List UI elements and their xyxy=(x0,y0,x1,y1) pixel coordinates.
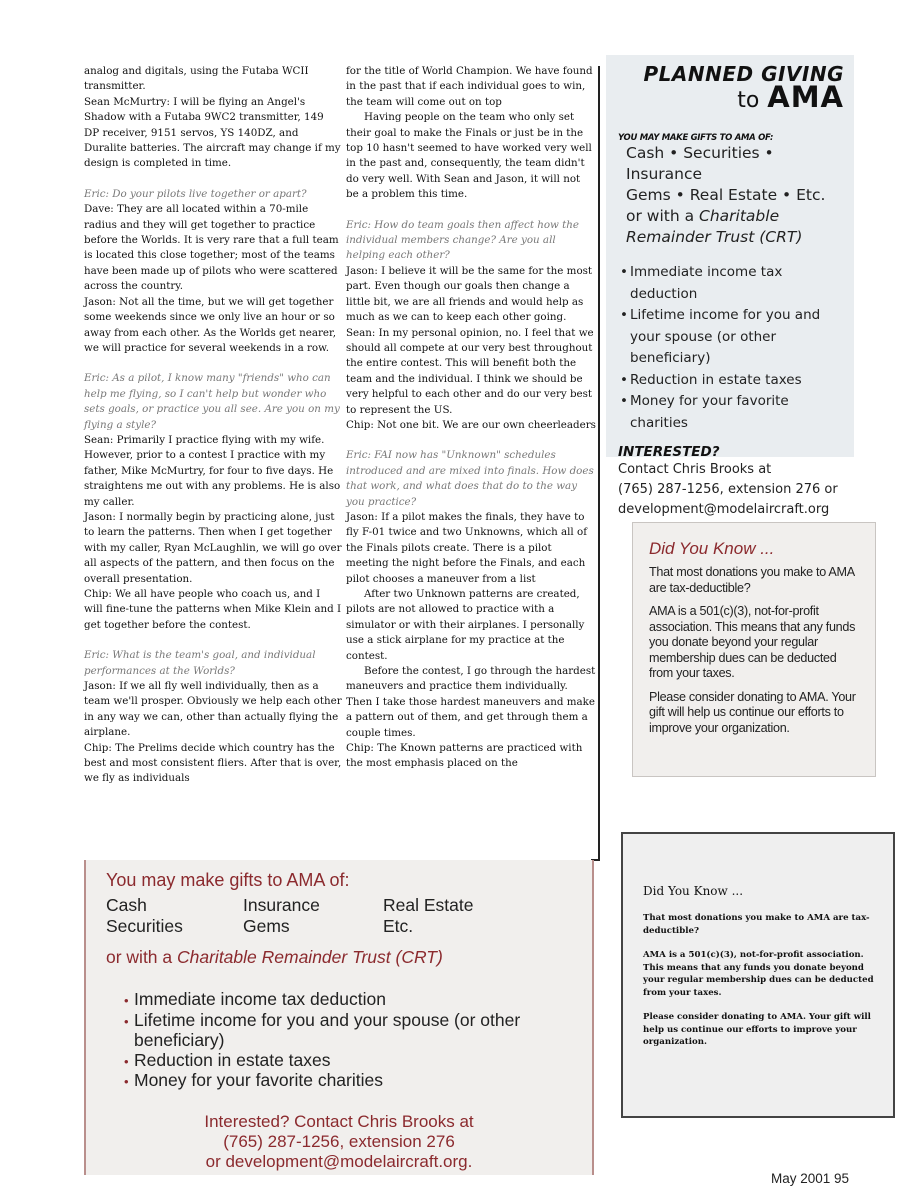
article-column-1 xyxy=(84,64,342,787)
crt-line-2 xyxy=(618,227,844,248)
contact-line: Contact Chris Brooks at xyxy=(618,462,772,477)
title-to: to xyxy=(737,88,760,113)
crt-line xyxy=(106,947,592,968)
gifts-box xyxy=(84,860,594,1175)
paragraph-gap xyxy=(346,203,596,218)
interested-heading: INTERESTED? xyxy=(618,444,720,460)
did-you-know-paragraph: AMA is a 501(c)(3), not-for-profit association. This means that any funds you donate beyond your regular membership dues can be deducted from your taxes. xyxy=(643,950,874,998)
article-paragraph: Jason: I believe it will be the same for the most part. Even though our goals then change a little bit, we are all friends and would help as much as we can to keep each other going. xyxy=(346,264,593,324)
did-you-know-paragraph: Please consider donating to AMA. Your gift will help us continue our efforts to improve your organization. xyxy=(649,689,856,735)
crt-italic: Charitable Remainder Trust (CRT) xyxy=(177,947,443,967)
article-paragraph: Sean: Primarily I practice flying with my wife. However, prior to a contest I practice with my father, Mike McMurtry, for four to five days. He straightens me out with any problems. He is also my caller. xyxy=(84,433,341,508)
benefit-item: • Money for your favorite charities xyxy=(124,1071,554,1092)
planned-giving-subheading: YOU MAY MAKE GIFTS TO AMA OF: xyxy=(618,133,774,143)
article-paragraph: Jason: Not all the time, but we will get together some weekends since we only live an hour or so away from each other. As the Worlds get nearer, we will practice for several weekends in a row. xyxy=(84,295,337,354)
planned-giving-title-ama xyxy=(618,80,844,114)
planned-giving-box xyxy=(606,55,854,517)
article-paragraph: Jason: I normally begin by practicing alone, just to learn the patterns. Then when I get together with my caller, Ryan McLaughlin, we will go over all aspects of the pattern, and then focus on the overall presentation. xyxy=(84,510,342,585)
gift-types-grid xyxy=(106,895,592,937)
benefit-item: • Immediate income tax deduction xyxy=(124,990,554,1011)
title-ama: AMA xyxy=(767,80,844,114)
interview-question: Eric: Do your pilots live together or apart? xyxy=(84,187,307,200)
planned-giving-benefits xyxy=(618,262,844,434)
crt-line-1 xyxy=(618,206,844,227)
article-paragraph: After two Unknown patterns are created, pilots are not allowed to practice with a simulator or with their airplanes. I personally use a stick airplane for my practice at the contest. xyxy=(346,588,585,662)
interview-question: Eric: FAI now has "Unknown" schedules introduced and are mixed into finals. How does that work, and what does that do to the way you practice? xyxy=(346,449,594,508)
page-folio: May 2001 95 xyxy=(771,1171,850,1186)
article-paragraph: Jason: If a pilot makes the finals, they have to fly F-01 twice and two Unknowns, which all of the Finals pilots create. There is a pilot meeting the night before the Finals, and each pilot chooses a maneuver from a list xyxy=(346,510,588,585)
article-paragraph: Sean McMurtry: I will be flying an Angel's Shadow with a Futaba 9WC2 transmitter, 149 DP receiver, 9151 servos, YS 140DZ, and Duralite batteries. The aircraft may change if my design is completed in time. xyxy=(84,95,341,170)
article-paragraph: Having people on the team who only set their goal to make the Finals or just be in the top 10 hasn't seemed to have worked very well in the past and, consequently, the team didn't do very well. With Sean and Jason, it will not be a problem this time. xyxy=(346,111,592,201)
benefit-item: • Lifetime income for you and your spouse (or other beneficiary) xyxy=(124,1011,554,1051)
did-you-know-paragraph: That most donations you make to AMA are tax-deductible? xyxy=(643,913,870,936)
contact-email-link[interactable]: development@modelaircraft.org xyxy=(618,502,830,517)
paragraph-gap xyxy=(84,172,342,187)
gift-types-line-1: Cash • Securities • Insurance xyxy=(626,144,774,183)
gift-type: Cash xyxy=(106,895,147,915)
planned-giving-title: PLANNED GIVING xyxy=(643,62,844,86)
benefit-item: • Money for your favorite charities xyxy=(618,391,844,434)
article-paragraph: Chip: The Prelims decide which country has the best and most consistent fliers. After that is over, we fly as individuals xyxy=(84,741,342,785)
benefit-item: • Reduction in estate taxes xyxy=(618,370,844,392)
crt-italic-2: Remainder Trust (CRT) xyxy=(626,228,803,246)
did-you-know-title: Did You Know ... xyxy=(643,884,744,898)
gift-type: Securities xyxy=(106,916,183,936)
interview-question: Eric: What is the team's goal, and individual performances at the Worlds? xyxy=(84,649,316,677)
gift-type: Gems xyxy=(243,916,290,936)
column-divider xyxy=(598,66,600,860)
article-paragraph: for the title of World Champion. We have found in the past that if each individual goes to win, the team will come out on top xyxy=(346,65,593,108)
article-paragraph: Chip: We all have people who coach us, and I will fine-tune the patterns when Mike Klein and I get together before the contest. xyxy=(84,588,342,631)
contact-phone: (765) 287-1256, extension 276 or xyxy=(618,482,838,497)
benefit-item: • Lifetime income for you and your spouse (or other beneficiary) xyxy=(618,305,844,370)
gifts-contact xyxy=(106,1112,592,1172)
did-you-know-box-serif xyxy=(621,832,895,1118)
gifts-heading: You may make gifts to AMA of: xyxy=(106,870,350,890)
gift-type: Insurance xyxy=(243,895,320,915)
article-paragraph: Before the contest, I go through the hardest maneuvers and practice them individually. Then I take those hardest maneuvers and make a pattern out of them, and get through them a couple times. xyxy=(346,665,596,739)
article-paragraph: analog and digitals, using the Futaba WCII transmitter. xyxy=(84,65,309,93)
interview-question: Eric: As a pilot, I know many "friends" who can help me flying, so I can't help but wonder who sets goals, or practice you all see. Are you on my flying a style? xyxy=(84,372,340,431)
benefit-item: • Reduction in estate taxes xyxy=(124,1051,554,1072)
crt-prefix: or with a xyxy=(626,207,695,225)
article-paragraph: Jason: If we all fly well individually, then as a team we'll prosper. Obviously we help each other in any way we can, other than actually flying the airplane. xyxy=(84,680,342,739)
benefit-item: • Immediate income tax deduction xyxy=(618,262,844,305)
article-column-2 xyxy=(346,64,596,772)
did-you-know-paragraph: Please consider donating to AMA. Your gift will help us continue our efforts to improve your organization. xyxy=(643,1012,871,1047)
contact-line: Interested? Contact Chris Brooks at xyxy=(204,1111,474,1131)
interview-question: Eric: How do team goals then affect how the individual members change? Are you all helping each other? xyxy=(346,218,580,262)
crt-prefix: or with a xyxy=(106,947,177,967)
article-paragraph: Chip: Not one bit. We are our own cheerleaders xyxy=(346,418,596,431)
gift-types-line-2: Gems • Real Estate • Etc. xyxy=(626,186,826,204)
crt-italic-1: Charitable xyxy=(699,207,780,225)
article-paragraph: Sean: In my personal opinion, no. I feel that we should all compete at our very best throughout the entire contest. This will benefit both the team and the individual. I think we should be very helpful to each other and do our very best to represent the US. xyxy=(346,326,594,416)
paragraph-gap xyxy=(346,433,596,448)
article-paragraph: Dave: They are all located within a 70-mile radius and they will get together to practice before the Worlds. It is very rare that a full team is located this close together; most of the teams have been made up of pilots who were scattered across the country. xyxy=(84,203,339,293)
did-you-know-title: Did You Know ... xyxy=(649,539,775,558)
contact-phone: (765) 287-1256, extension 276 xyxy=(223,1131,455,1151)
article-paragraph: Chip: The Known patterns are practiced with the most emphasis placed on the xyxy=(346,742,583,770)
gift-type: Real Estate xyxy=(383,895,474,915)
contact-email-link[interactable]: or development@modelaircraft.org. xyxy=(205,1151,473,1171)
did-you-know-box-sans xyxy=(632,522,876,777)
paragraph-gap xyxy=(84,356,342,371)
did-you-know-paragraph: That most donations you make to AMA are tax-deductible? xyxy=(649,565,855,595)
did-you-know-paragraph: AMA is a 501(c)(3), not-for-profit association. This means that any funds you donate beyond your regular membership dues can be deducted from your taxes. xyxy=(649,604,856,680)
gift-benefits xyxy=(106,990,592,1092)
paragraph-gap xyxy=(84,633,342,648)
gift-type: Etc. xyxy=(383,916,414,936)
